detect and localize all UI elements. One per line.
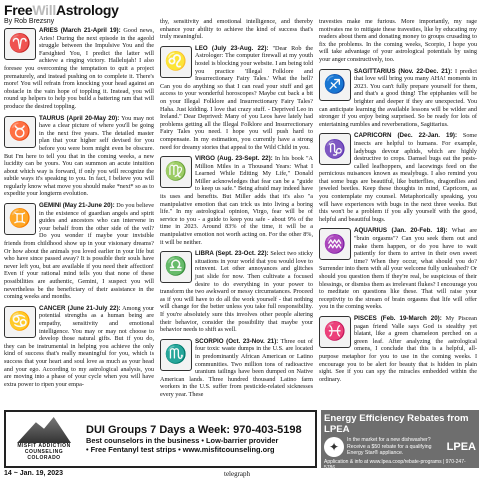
zodiac-sign-icon: ♌	[160, 46, 192, 78]
horoscope-entry	[319, 132, 477, 223]
sign-heading: SAGITTARIUS (Nov. 22-Dec. 21):	[354, 67, 453, 75]
horoscope-text: Select two sticky situations in your world that you would love to reinvent. Let other annoyances and glitches just slide for now. Then cultivate a focused desire to do everything in your power to transform the two awkward or messy circumstances. Proceed as if you will have to do all the work yourself - that nothing will change for the better unless you take full responsibility. If you're absolutely sure this involves other people altering their behavior, consider the possibility that maybe your behavior needs to shift as well.	[160, 250, 313, 334]
sign-heading: LIBRA (Sept. 23-Oct. 22):	[195, 250, 269, 258]
horoscope-entry	[319, 315, 477, 383]
horoscope-text: What are "brain orgasms"? Can you seek them out and make them happen, or do you have to wait patiently for them to arrive in their own sweet time? When they occur, what should you do? Surrender into them with all your welcome fully unleashed? Or should you question them if they're real, be suspicious of their blessings, or dismiss them as irrelevant flukes? I encourage you to meditate on questions like these. That will raise your receptivity to the stream of brain orgasms that life will offer you in the coming weeks.	[319, 227, 477, 311]
horoscope-text: travesties make me furious. More importantly, my rage motivates me to mitigate these travesties, like by educating my readers about them and donating money to groups crusading to fix the problems. In the coming weeks, Scorpio, I hope you will take advantage of your astrological potentials by using your anger constructively, too.	[319, 18, 477, 63]
dui-headline: DUI Groups 7 Days a Week: 970-403-5198	[86, 424, 302, 436]
horoscope-text: Do you believe in the existence of guardian angels and spirit guides and ancestors who can intervene in your behalf from the other side of the veil? Do you wonder if maybe your invisible friends from childhood show up in your visionary dreams? Or how about the animals you loved earlier in your life but who have since passed away? It is possible their souls have never left you, but are available if you need their affection! Even if your rational mind tells you that none of these possibilities are authentic, Gemini, I suspect you will nevertheless be the beneficiary of their assistance in the coming weeks and months.	[4, 202, 154, 301]
sign-heading: LEO (July 23-Aug. 22):	[195, 44, 269, 52]
horoscope-entry	[160, 250, 313, 334]
horoscope-text: "Dear Rob the Astrologer: The computer firewall at my youth hostel is blocking your website. I am being told you practice 'Illegal Folklore and Insurrectionary Fairy Tales.' What the hell? Can you do anything so that I can read your stuff and get access to your wonderful horoscopes? Maybe cut back a bit on your Illegal Folklore and Insurrectionary Fairy Tales? Haha. Just kidding. I love that crazy stuff. - Deprived Leo in Ireland." Dear Deprived: Many of you Leos have lately had problems getting all the Illegal Folklore and Insurrectionary Fairy Tales you need. I hope you will push hard to compensate. In my estimation, you currently have a strong need for dreamy stories that appeal to the Wild Child in you.	[160, 44, 313, 151]
mountain-icon	[17, 417, 71, 443]
horoscope-entry	[4, 202, 154, 301]
logo-text-2: COUNSELING	[24, 449, 64, 455]
sign-heading: GEMINI (May 21-June 20):	[39, 202, 115, 210]
sign-heading: CAPRICORN (Dec. 22-Jan. 19):	[354, 132, 458, 140]
page-number: 14 ~ Jan. 19, 2023	[4, 470, 63, 477]
logo-text-3: COLORADO	[27, 455, 61, 461]
horoscope-entry	[160, 45, 313, 151]
zodiac-sign-icon: ♍	[160, 156, 192, 188]
horoscope-entry	[160, 18, 313, 41]
zodiac-sign-icon: ♉	[4, 116, 36, 148]
zodiac-sign-icon: ♑	[319, 133, 351, 165]
sign-heading: ARIES (March 21-April 19):	[39, 27, 121, 34]
zodiac-sign-icon: ♏	[160, 339, 192, 371]
zodiac-sign-icon: ♊	[4, 203, 36, 235]
horoscope-entry	[160, 155, 313, 246]
horoscope-text: In his book "A Million Miles in a Thousand Years: What I Learned While Editing My Life," Donald Miller acknowledges that fear can be a "guide to keep us safe." Being afraid may indeed have its uses and benefits. But Miller adds that it's also "a manipulative emotion that can trick us into living a boring life." In my astrological opinion, Virgo, fear will be of service to you - a guide to keep you safe - about 9% of the time in 2023. Around 83% of the time, it will be a manipulative emotion not worth acting on. For the other 8%, it will be neither.	[160, 155, 313, 246]
horoscope-entry	[4, 115, 154, 199]
logo-text-1: MISFIT ADDICTION	[17, 443, 71, 449]
column-2	[160, 18, 313, 410]
zodiac-sign-icon: ♋	[4, 306, 36, 338]
horoscope-text: Good news, Aries! During the next episode in the ageold struggle between the Impulsive You and the Farsighted You, I predict the latter will achieve a ringing victory. Hallelujah! I also foresee you overcoming the temptation to quit a project prematurely, and instead pushing on to complete it. There's more! You will refrain from knocking your head against an obstacle in the vain hope of toppling it. Instead, you will round up helpers to help you build a battering ram that will produce the desired toppling.	[4, 27, 154, 110]
zodiac-sign-icon: ♎	[160, 251, 192, 283]
dui-line-3[interactable]: • Free Fentanyl test strips • www.misfitcounseling.org	[86, 445, 275, 454]
horoscope-entry	[4, 27, 154, 111]
horoscope-entry	[4, 305, 154, 389]
sign-heading: PISCES (Feb. 19-March 20):	[354, 314, 442, 322]
sign-heading: AQUARIUS (Jan. 20-Feb. 18):	[354, 227, 448, 235]
energy-footer[interactable]: Application & info at www.lpea.coop/rebate-programs | 970-247-5786	[324, 459, 466, 471]
horoscope-entry	[319, 227, 477, 311]
horoscope-text: Some insects are helpful to humans. For example, ladybugs devour aphids, which are highly destructive to crops. Damsel bugs eat the pests-called leafhoppers, and lacewings feed on the pernicious nuisances known as mealybugs. I also remind you that some bugs are beautiful, like butterflies, dragonflies and jeweled beetles. Keep these thoughts in mind, Capricorn, as you contemplate my counsel. Metaphorically speaking, you will have experiences with bugs in the next three weeks. But this won't be a problem if you ally yourself with the good, helpful and beautiful bugs.	[319, 132, 477, 223]
horoscope-text: Three out of four toxic waste dumps in the U.S. are located in predominantly African American or Latino communities. Two million tons of radioactive uranium tailings have been dumped on Native American lands. Three hundred thousand Latino farm workers in the U.S. suffer from pesticide-related sicknesses every year. These	[160, 337, 313, 398]
horoscope-entry	[319, 18, 477, 64]
horoscope-text: My Piscean pagan friend Valle says God is stealthy yet blatant, like a green chameleon perched on a green leaf. After analyzing the astrological omens, I conclude that this is a helpful, all-purpose metaphor for you to use in the coming weeks. I encourage you to be alert for beauty that is hidden in plain sight. See if you can spy the miracles embedded within the ordinary.	[319, 314, 477, 383]
energy-line-3: Energy Star® appliance.	[347, 450, 404, 457]
horoscope-entry	[319, 68, 477, 129]
publication-name: telegraph	[224, 470, 251, 478]
column-1	[4, 27, 154, 407]
zodiac-sign-icon: ♐	[319, 69, 351, 101]
energy-line-2: Receive a $50 rebate for a qualifying	[347, 443, 432, 450]
dui-line-2: Best counselors in the business • Low-barrier provider	[86, 436, 279, 445]
zodiac-sign-icon: ♓	[319, 316, 351, 348]
energy-line-1: In the market for a new dishwasher?	[347, 437, 431, 444]
horoscope-text: thy, sensitivity and emotional intelligence, and thereby enhance your ability to achieve the kind of success that's truly meaningful.	[160, 18, 313, 41]
horoscope-text: Among your potential strengths as a human being are empathy, sensitivity and emotional intelligence. You may or may not choose to develop those natural gifts. But if you do, they can be instrumental in helping you achieve the only kind of success that's really meaningful for you, which is success that your heart and soul love as much as your head and your ego. According to my astrological analysis, you are moving into a phase of your cycle when you will have extra power to ripen your empa-	[4, 304, 154, 388]
title-free: Free	[4, 2, 33, 18]
column-title	[4, 2, 119, 18]
energy-rebate-ad[interactable]	[321, 410, 479, 471]
zodiac-sign-icon: ♒	[319, 228, 351, 260]
title-will: Will	[32, 2, 56, 18]
column-3	[319, 18, 477, 410]
title-astrology: Astrology	[55, 2, 119, 18]
sign-heading: CANCER (June 21-July 22):	[39, 304, 121, 312]
energy-headline: Energy Efficiency Rebates from LPEA	[324, 413, 469, 435]
misfit-logo	[8, 414, 80, 464]
page-footer	[0, 470, 480, 480]
zodiac-sign-icon: ♈	[4, 28, 36, 60]
sign-heading: SCORPIO (Oct. 23-Nov. 21):	[195, 337, 279, 345]
lpea-logo: LPEA	[446, 441, 476, 453]
sign-heading: VIRGO (Aug. 23-Sept. 22):	[195, 155, 273, 163]
lightbulb-icon: ✦	[324, 437, 344, 457]
horoscope-entry	[160, 338, 313, 399]
byline: By Rob Brezsny	[4, 18, 55, 25]
horoscope-text: I predict that love will bring you many AHA! moments in 2023. You can't fully prepare yourself for them, and that's a good thing! The epiphanies will be brighter and deeper if they are unexpected. You can anticipate learning the available lessons will be wilder and stronger if you enjoy being surprised. So be ready for lots of entertaining rumbles and reverberations, Sagittarius.	[319, 67, 477, 128]
sign-heading: TAURUS (April 20-May 20):	[39, 114, 120, 122]
horoscope-text: You may not have a clear picture of where you'll be going in the next five years. The detailed master plan that your higher self devised for you before you were born might even be obscure. But I'm here to tell you that in the coming weeks, a new lucidity can be yours. You can summon an acute intuition about which way is forward, if only you will recognize the subtle ways it's speaking to you. In fact, I believe you will regularly know what move you should make *next* so as to expedite your longterm evolution.	[4, 114, 154, 198]
dui-ad[interactable]	[4, 410, 317, 468]
